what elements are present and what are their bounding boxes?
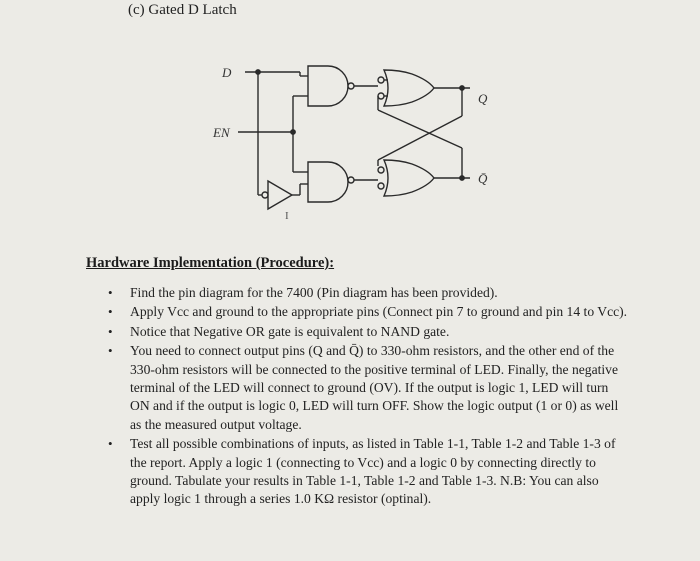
procedure-list [108,284,628,510]
list-item [108,435,628,509]
list-item [108,303,628,321]
nand-gate-top [308,66,348,106]
figure-caption: (c) Gated D Latch [128,2,237,18]
bullet-icon: • [108,436,113,452]
list-item [108,342,628,434]
bullet-icon: • [108,304,113,320]
nand-top-bubble [348,83,354,89]
inverter-gate [268,181,292,209]
bullet-icon: • [108,343,113,359]
nand-gate-bottom [308,162,348,202]
qbar-feedback-wire [378,110,462,148]
q-label: Q [478,91,488,106]
inverter-mark: I [285,210,289,222]
nand-bottom-bubble [348,177,354,183]
bullet-icon: • [108,285,113,300]
neg-or-gate-top [384,70,434,106]
list-item [108,284,628,302]
list-item [108,323,628,341]
bullet-icon: • [108,323,113,339]
section-heading: Hardware Implementation (Procedure): [86,255,335,271]
q-feedback-wire [378,116,462,160]
step-text: You need to connect output pins (Q and Q̄) to 330-ohm resistors, and the other end of the 330-ohm resistors will be connected to the positive terminal of LED. Finally, the negative terminal of the LED will connect to ground (OV). If the output is logic 1, LED will turn ON and if the output is logic 0, LED will turn OFF. Show the logic output (1 or 0) as well as the measured output voltage. [130,343,619,432]
step-text: Find the pin diagram for the 7400 (Pin diagram has been provided). [130,285,498,300]
step-text: Test all possible combinations of inputs, as listed in Table 1-1, Table 1-2 and Table 1-3 of the report. Apply a logic 1 (connecting to Vcc) and a logic 0 by connecting directly to ground. Tabulate your results in Table 1-1, Table 1-2 and Table 1-3. N.B: You can also apply logic 1 through a series 1.0 KΩ resistor (optinal). [130,436,616,507]
en-label: EN [213,125,230,140]
d-label: D [222,65,232,80]
step-text: Notice that Negative OR gate is equivalent to NAND gate. [130,323,450,339]
gated-d-latch-diagram [0,0,700,240]
qbar-label: Q̄ [478,171,488,186]
neg-or-gate-bottom [384,160,434,196]
inverter-bubble [262,192,268,198]
step-text: Apply Vcc and ground to the appropriate pins (Connect pin 7 to ground and pin 14 to Vcc). [130,304,628,320]
